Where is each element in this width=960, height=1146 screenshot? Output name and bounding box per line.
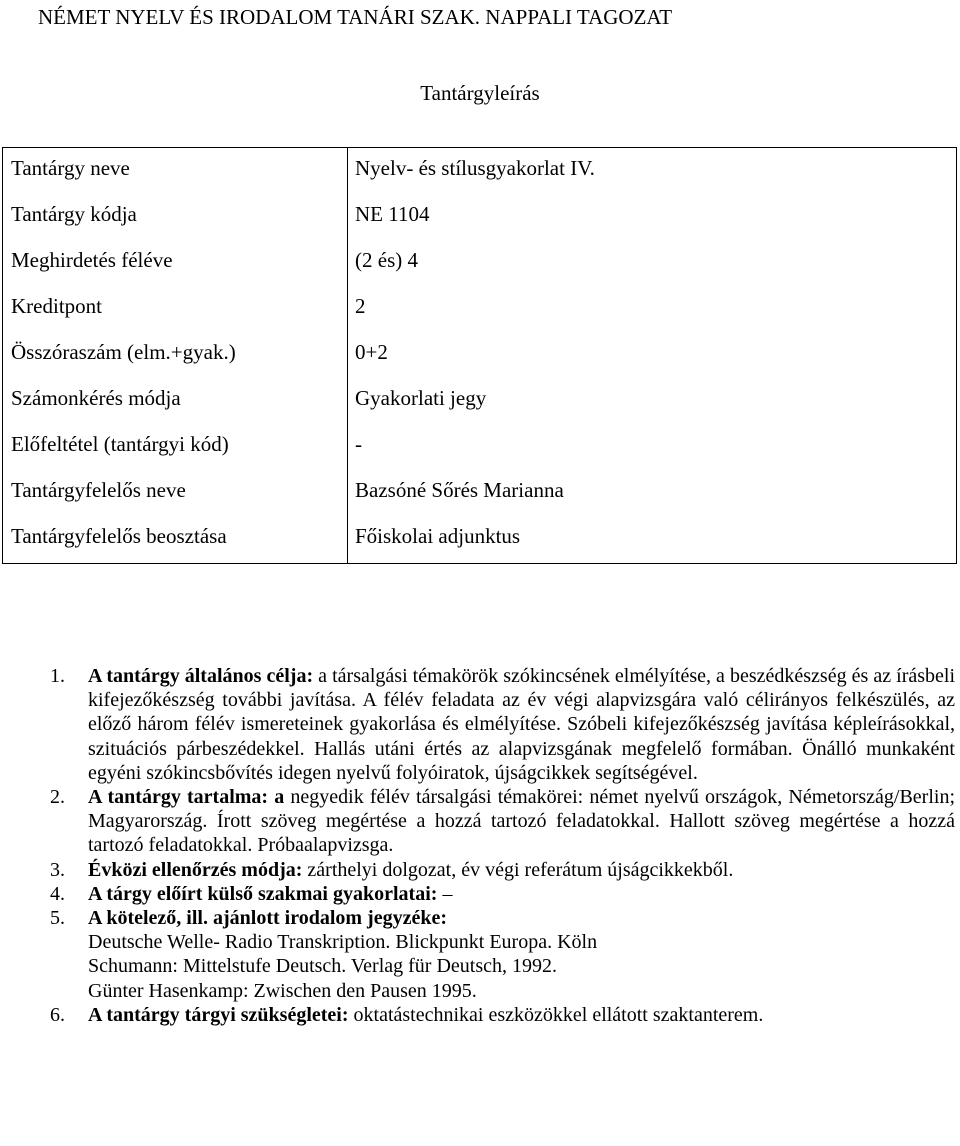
row-value: 0+2 — [355, 340, 388, 364]
item-number: 6. — [50, 1003, 65, 1026]
table-row — [3, 424, 956, 470]
row-value: Bazsóné Sőrés Marianna — [355, 478, 564, 502]
row-value: 2 — [355, 294, 366, 318]
item-heading: A tantárgy tárgyi szükségletei: — [88, 1003, 349, 1026]
list-item — [0, 664, 960, 785]
document-subtitle: Tantárgyleírás — [420, 81, 540, 105]
item-number: 4. — [50, 882, 65, 905]
item-text — [88, 906, 955, 930]
list-item — [0, 1003, 960, 1027]
bibliography-item: Deutsche Welle- Radio Transkription. Blickpunkt Europa. Köln — [88, 931, 598, 954]
table-row — [3, 286, 956, 332]
row-label: Számonkérés módja — [11, 386, 181, 410]
item-heading: A tantárgy általános célja: — [88, 665, 314, 687]
row-value: NE 1104 — [355, 202, 430, 226]
item-number: 1. — [50, 665, 65, 687]
item-heading: Évközi ellenőrzés módja: — [88, 858, 303, 881]
item-heading: A kötelező, ill. ajánlott irodalom jegyzéke: — [88, 907, 448, 930]
item-text — [88, 882, 955, 906]
row-label: Tantárgyfelelős neve — [11, 478, 186, 502]
list-item — [0, 785, 960, 858]
row-value: Nyelv- és stílusgyakorlat IV. — [355, 156, 595, 180]
row-label: Meghirdetés féléve — [11, 248, 173, 272]
item-body: oktatástechnikai eszközökkel ellátott szaktanterem. — [348, 1003, 764, 1026]
bibliography-list — [88, 930, 955, 1003]
item-number: 2. — [50, 786, 65, 809]
row-value: - — [355, 432, 362, 456]
item-number: 5. — [50, 907, 65, 930]
course-info-table — [2, 147, 957, 564]
item-text — [88, 785, 955, 858]
table-row — [3, 194, 956, 240]
row-label: Összóraszám (elm.+gyak.) — [11, 340, 236, 364]
table-row — [3, 332, 956, 378]
list-item — [0, 882, 960, 906]
table-row — [3, 516, 956, 562]
bibliography-item: Schumann: Mittelstufe Deutsch. Verlag für Deutsch, 1992. — [88, 955, 557, 978]
course-description — [0, 664, 960, 1027]
table-row — [3, 240, 956, 286]
row-value: (2 és) 4 — [355, 248, 418, 272]
item-text — [88, 664, 955, 785]
row-label: Tantárgy neve — [11, 156, 130, 180]
table-row — [3, 148, 956, 194]
table-row — [3, 470, 956, 516]
item-heading: A tárgy előírt külső szakmai gyakorlatai: — [88, 882, 438, 905]
row-value: Főiskolai adjunktus — [355, 524, 521, 548]
item-body: negyedik félév társalgási témakörei: német nyelvű országok, Németország/Berlin; Magyarország. Írott szöveg megértése a hozzá tartozó feladatokkal. Hallott szöveg megértése a hozzá tartozó feladatokkal. Próbaalapvizsga. — [88, 786, 955, 857]
document-header: NÉMET NYELV ÉS IRODALOM TANÁRI SZAK. NAPPALI TAGOZAT — [38, 5, 673, 29]
row-label: Kreditpont — [11, 294, 102, 318]
item-text — [88, 1003, 955, 1027]
item-number: 3. — [50, 858, 65, 881]
row-label: Tantárgyfelelős beosztása — [11, 524, 227, 548]
list-item — [0, 858, 960, 882]
item-body: a társalgási témakörök szókincsének elmélyítése, a beszédkészség és az írásbeli kifejezőkészség további javítása. A félév feladata az év végi alapvizsgára való célirányos felkészülés, az előző három félév ismereteinek gyakorlása és elmélyítése. Szóbeli kifejezőkészség javítása képleírásokkal, szituációs párbeszédekkel. Hallás utáni értés az alapvizsgának megfelelő formában. Önálló munkaként egyéni szókincsbővítés idegen nyelvű folyóiratok, újságcikkek segítségével. — [88, 665, 955, 784]
item-body: – — [437, 882, 453, 905]
bibliography-item: Günter Hasenkamp: Zwischen den Pausen 1995. — [88, 979, 477, 1002]
row-label: Tantárgy kódja — [11, 202, 137, 226]
row-label: Előfeltétel (tantárgyi kód) — [11, 432, 229, 456]
list-item — [0, 906, 960, 1003]
table-row — [3, 378, 956, 424]
row-value: Gyakorlati jegy — [355, 386, 487, 410]
item-body: zárthelyi dolgozat, év végi referátum újságcikkekből. — [302, 858, 734, 881]
item-text — [88, 858, 955, 882]
item-heading: A tantárgy tartalma: a — [88, 786, 285, 809]
